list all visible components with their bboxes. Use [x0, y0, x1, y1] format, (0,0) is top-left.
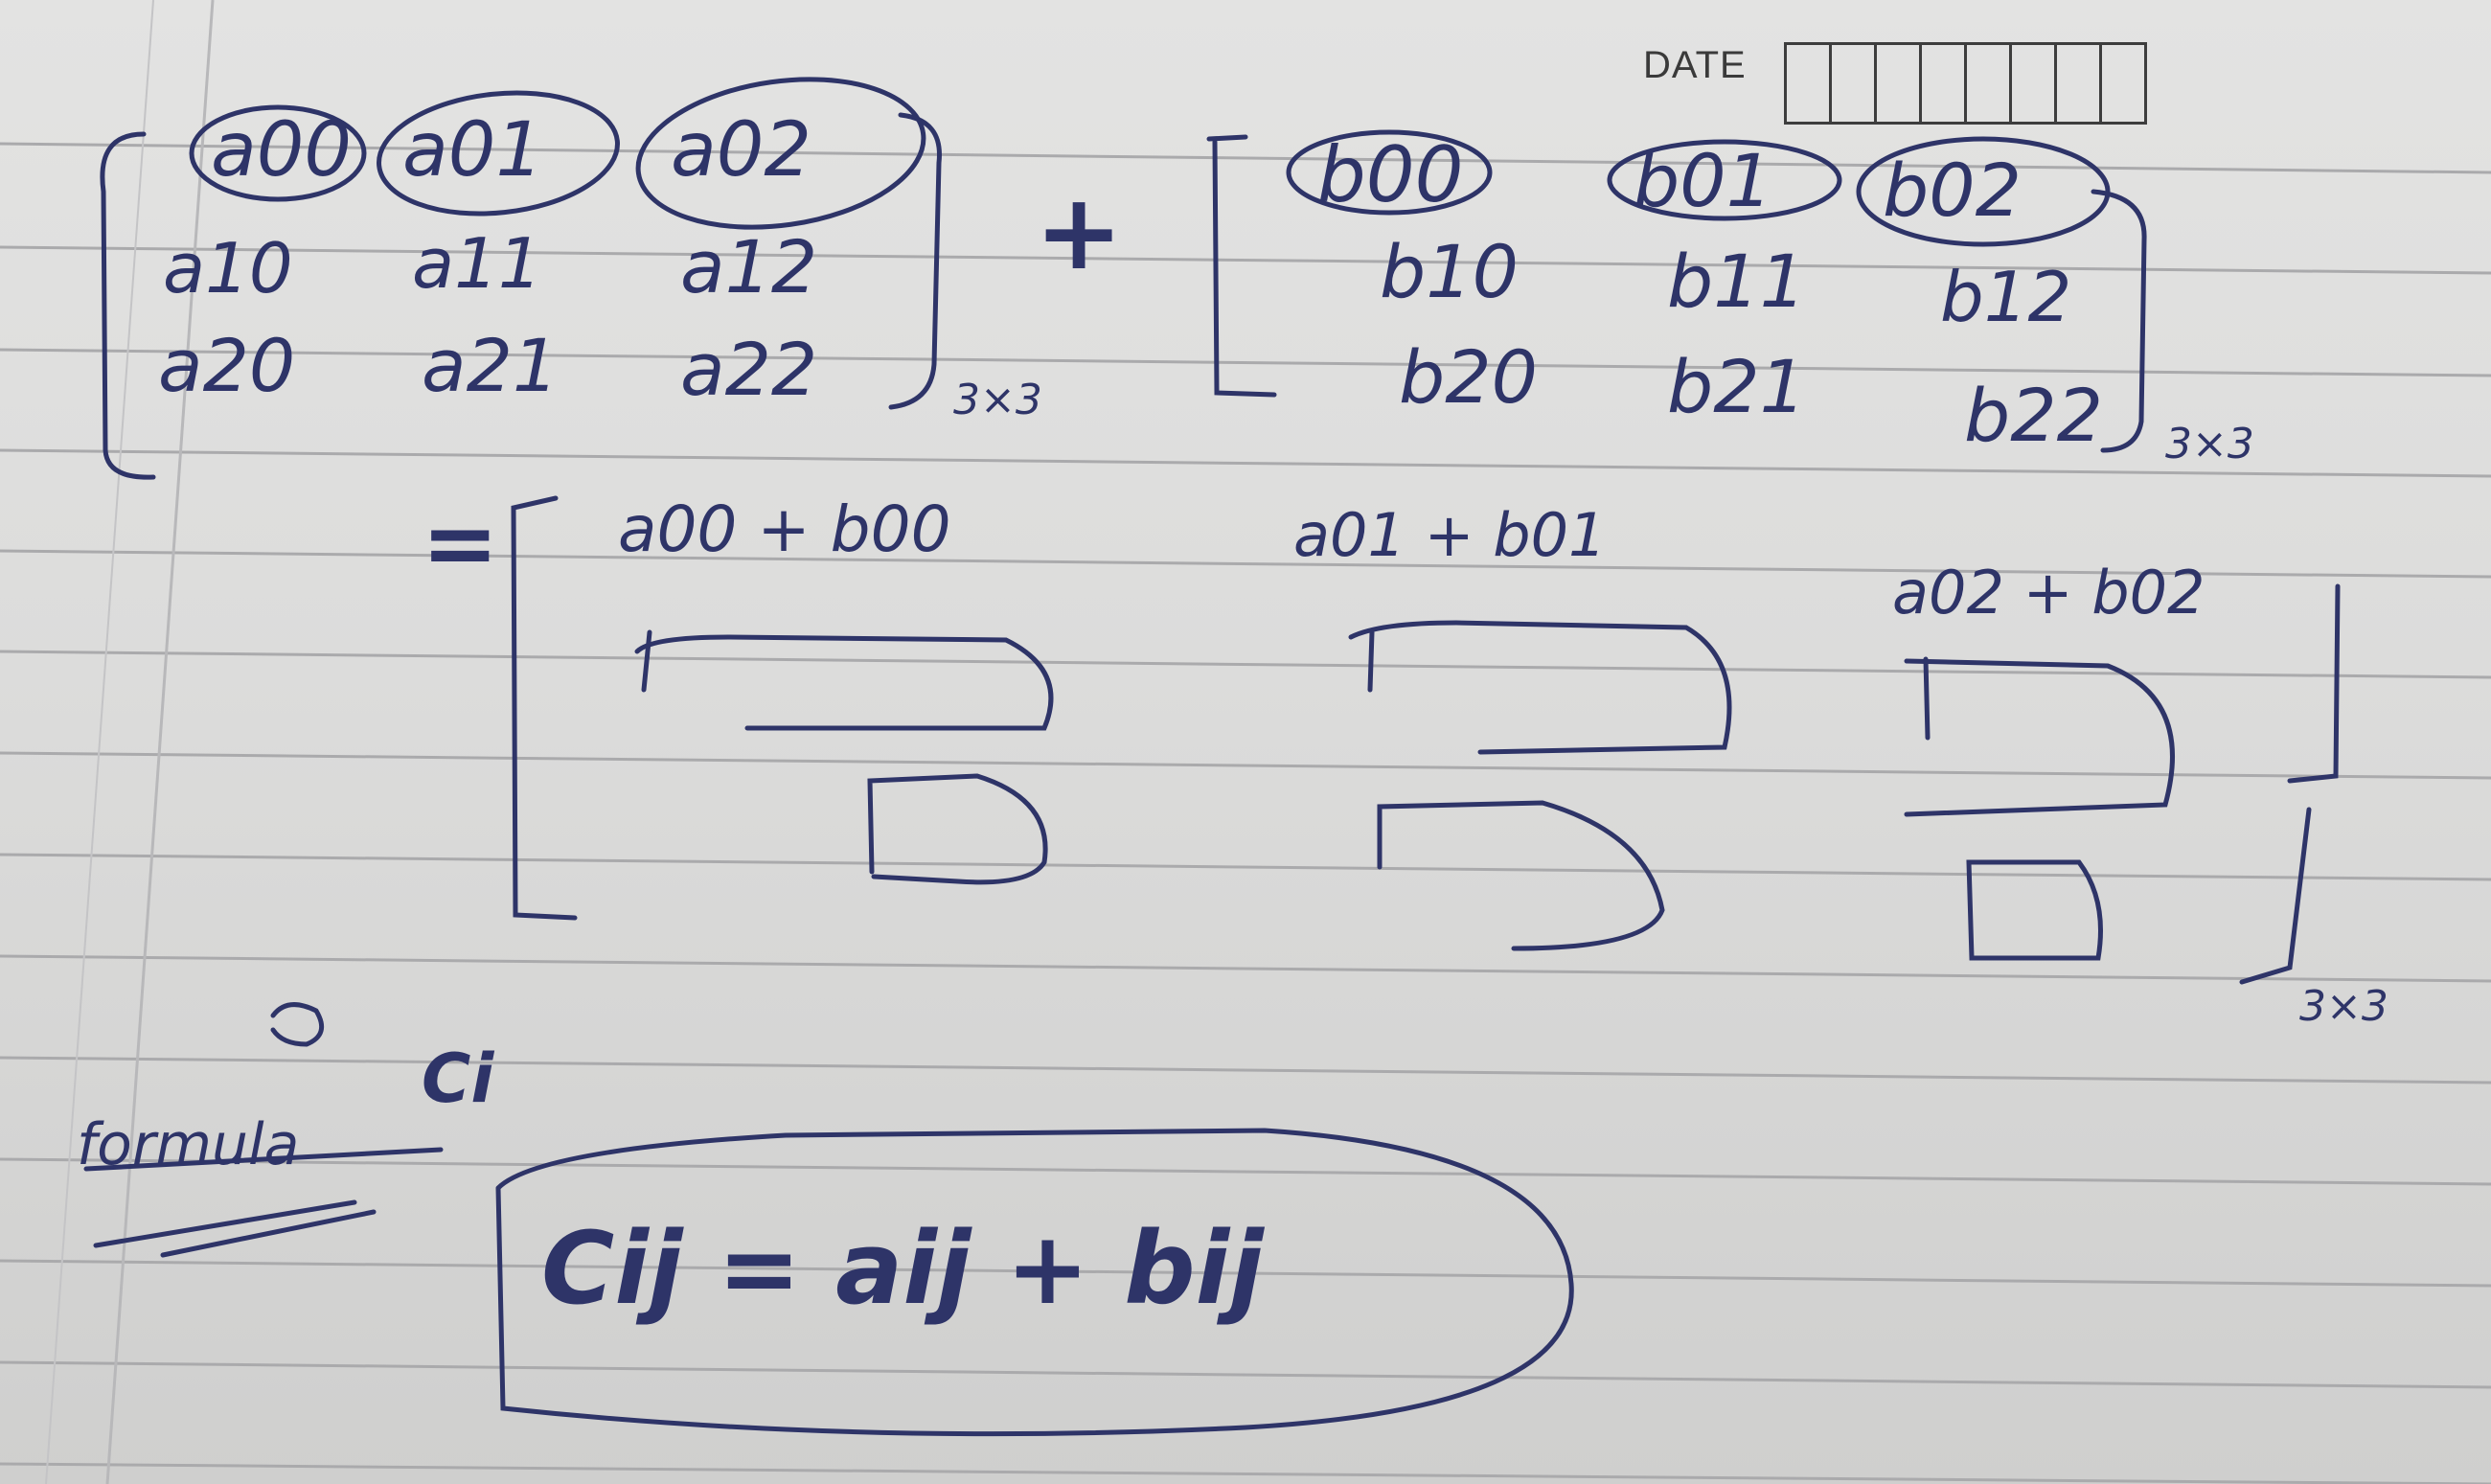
b01-label: b01 — [1634, 138, 1772, 223]
matrix-b-size: 3×3 — [2165, 420, 2254, 468]
matrix-a-left-bracket — [103, 134, 153, 477]
result-size: 3×3 — [2299, 982, 2388, 1031]
b12-label: b12 — [1940, 257, 2072, 337]
plus-operator: + — [1035, 171, 1124, 293]
a12-label: a12 — [680, 224, 818, 309]
result-c02: a02 + b02 — [1892, 558, 2205, 628]
formula-expression: Cij = aij + bij — [541, 1210, 1264, 1327]
result-cell-shape — [1907, 661, 2173, 814]
b22-label: b22 — [1964, 373, 2103, 458]
formula-symbol: Ci — [422, 1039, 494, 1118]
result-right-bracket-lower — [2242, 810, 2309, 982]
matrix-b-left-bracket-top — [1209, 137, 1246, 139]
matrix-a-size: 3×3 — [953, 376, 1042, 424]
a02-label: a02 — [671, 107, 812, 194]
b20-label: b20 — [1399, 334, 1538, 420]
b11-label: b11 — [1667, 239, 1806, 324]
matrix-b-left-bracket — [1215, 142, 1274, 395]
matrix-a-right-bracket — [891, 115, 940, 407]
a22-label: a22 — [680, 327, 818, 412]
result-c00: a00 + b00 — [618, 492, 951, 566]
a20-label: a20 — [158, 323, 296, 408]
result-cell-shape — [1380, 803, 1662, 948]
b21-label: b21 — [1667, 344, 1806, 429]
result-left-bracket — [514, 498, 575, 918]
date-label: DATE — [1643, 44, 1747, 86]
result-cell-shape — [637, 637, 1051, 728]
equals-sign: = — [422, 490, 499, 597]
result-c01: a01 + b01 — [1293, 500, 1607, 570]
a21-label: a21 — [422, 323, 560, 408]
result-cell-shape — [1969, 862, 2101, 958]
a11-label: a11 — [412, 223, 542, 304]
result-right-bracket — [2290, 586, 2338, 781]
a01-label: a01 — [402, 107, 544, 194]
b00-label: b00 — [1317, 130, 1464, 219]
formula-label: formula — [77, 1111, 300, 1178]
b02-label: b02 — [1883, 148, 2022, 233]
b10-label: b10 — [1380, 229, 1519, 314]
result-cell-shape — [1351, 623, 1729, 752]
a10-label: a10 — [163, 228, 293, 308]
result-cell-shape — [870, 776, 1045, 882]
a00-label: a00 — [211, 107, 353, 194]
